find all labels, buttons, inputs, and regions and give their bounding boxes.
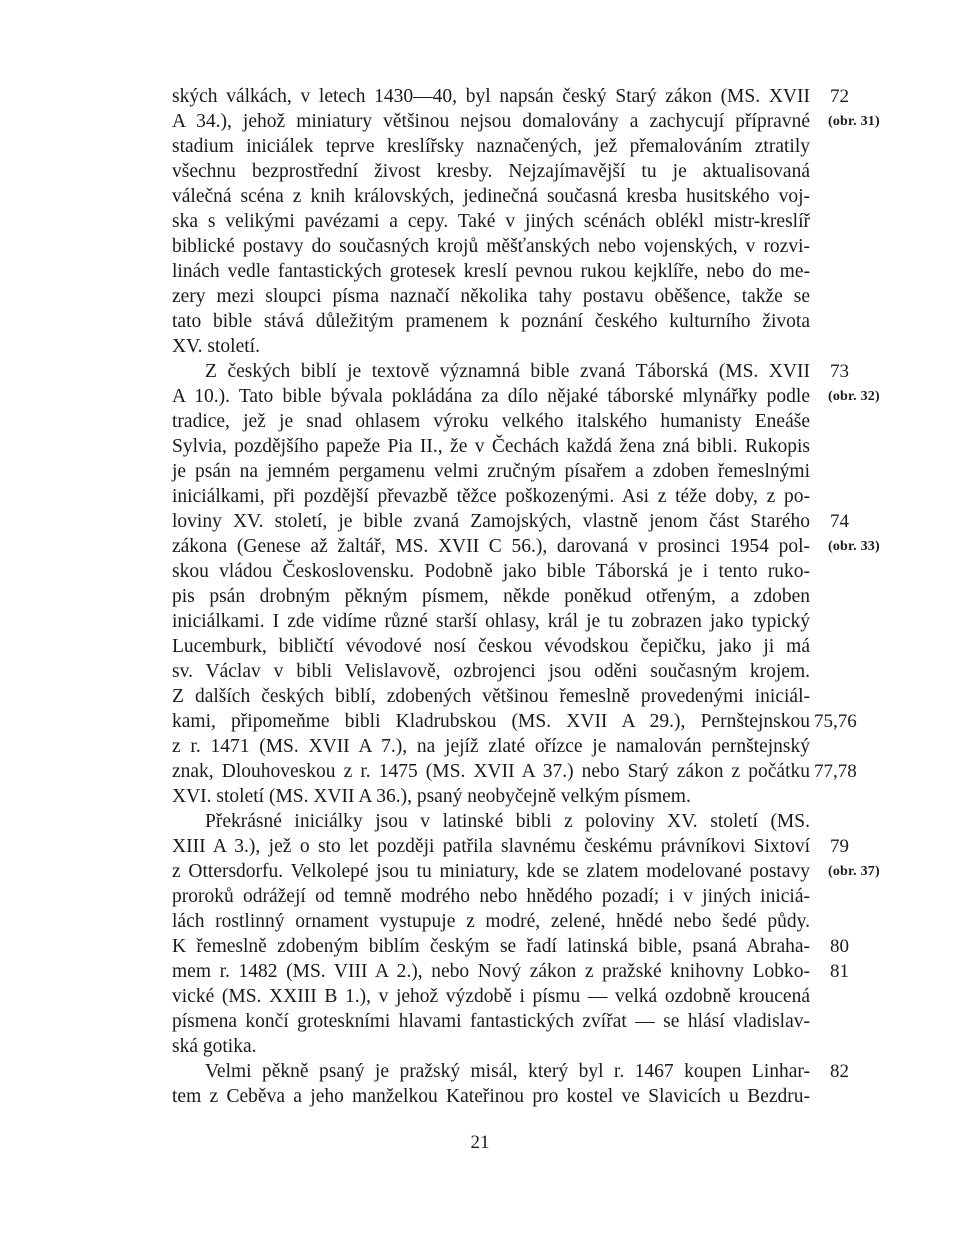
text-line: ských válkách, v letech 1430—40, byl napsán český Starý zákon (MS. XVII (172, 86, 810, 107)
text-line: stadium iniciálek teprve kreslířsky naznačených, jež přemalováním ztratily (172, 136, 810, 157)
margin-figure-number: 79 (830, 836, 849, 857)
margin-figure-number: 80 (830, 936, 849, 957)
text-line: linách vedle fantastických grotesek kreslí pevnou rukou kejklíře, nebo do me- (172, 261, 810, 282)
margin-figure-number: 72 (830, 86, 849, 107)
text-line: biblické postavy do současných krojů měšťanských nebo vojenských, v rozvi- (172, 236, 810, 257)
text-line: tem z Ceběva a jeho manželkou Kateřinou pro kostel ve Slavicích u Bezdru- (172, 1086, 810, 1107)
text-line: lách rostlinný ornament vystupuje z modré, zelené, hnědé nebo šedé půdy. (172, 911, 810, 932)
margin-figure-ref: (obr. 32) (828, 389, 880, 404)
text-line: znak, Dlouhoveskou z r. 1475 (MS. XVII A 37.) nebo Starý zákon z počátku (172, 761, 810, 782)
text-line: válečná scéna z knih královských, jedinečná současná kresba husitského voj- (172, 186, 810, 207)
text-line: zákona (Genese až žaltář, MS. XVII C 56.), darovaná v prosinci 1954 pol- (172, 536, 810, 557)
text-line: z r. 1471 (MS. XVII A 7.), na jejíž zlaté ořízce je namalován pernštejnský (172, 736, 810, 757)
text-line: je psán na jemném pergamenu velmi zručným písařem a zdoben řemeslnými (172, 461, 810, 482)
margin-figure-number: 82 (830, 1061, 849, 1082)
text-line: Překrásné iniciálky jsou v latinské bibli z poloviny XV. století (MS. (205, 811, 810, 832)
text-line: všechnu bezprostřední živost kresby. Nejzajímavější tu je aktualisovaná (172, 161, 810, 182)
margin-figure-number: 73 (830, 361, 849, 382)
text-line: písmena končí groteskními hlavami fantastických zvířat — se hlásí vladislav- (172, 1011, 810, 1032)
text-line: Z českých biblí je textově významná bible zvaná Táborská (MS. XVII (205, 361, 810, 382)
text-line: zery mezi sloupci písma naznačí několika tahy postavu oběšence, takže se (172, 286, 810, 307)
text-line: sv. Václav v bibli Velislavově, ozbrojenci jsou oděni současným krojem. (172, 661, 810, 682)
margin-figure-ref: (obr. 31) (828, 114, 880, 129)
margin-figure-number: 74 (830, 511, 849, 532)
text-line: XVI. století (MS. XVII A 36.), psaný neobyčejně velkým písmem. (172, 786, 691, 807)
margin-figure-number: 81 (830, 961, 849, 982)
text-line: Sylvia, pozdějšího papeže Pia II., že v Čechách každá žena zná bibli. Rukopis (172, 436, 810, 457)
text-line: mem r. 1482 (MS. VIII A 2.), nebo Nový zákon z pražské knihovny Lobko- (172, 961, 810, 982)
text-line: z Ottersdorfu. Velkolepé jsou tu miniatury, kde se zlatem modelované postavy (172, 861, 810, 882)
text-line: skou vládou Československu. Podobně jako bible Táborská je i tento ruko- (172, 561, 810, 582)
text-line: XIII A 3.), jež o sto let později patřila slavnému českému právníkovi Sixtoví (172, 836, 810, 857)
text-line: iniciálkami, při pozdější převazbě těžce poškozenými. Asi z téže doby, z po- (172, 486, 810, 507)
margin-figure-ref: (obr. 37) (828, 864, 880, 879)
text-line: proroků odrážejí od temně modrého nebo hnědého pozadí; i v jiných iniciá- (172, 886, 810, 907)
text-line: iniciálkami. I zde vidíme různé starší ohlasy, král je tu zobrazen jako typický (172, 611, 810, 632)
margin-figure-number: 75,76 (814, 711, 857, 732)
text-line: ska s velikými pavézami a cepy. Také v jiných scénách oblékl mistr-kreslíř (172, 211, 810, 232)
page-number: 21 (470, 1132, 490, 1153)
text-line: Z dalších českých biblí, zdobených většinou řemeslně provedenými iniciál- (172, 686, 810, 707)
text-line: tato bible stává důležitým pramenem k poznání českého kulturního života (172, 311, 810, 332)
text-line: A 34.), jehož miniatury většinou nejsou domalovány a zachycují přípravné (172, 111, 810, 132)
text-line: pis psán drobným pěkným písmem, někde poněkud otřeným, a zdoben (172, 586, 810, 607)
text-line: Velmi pěkně psaný je pražský misál, který byl r. 1467 koupen Linhar- (205, 1061, 810, 1082)
margin-figure-ref: (obr. 33) (828, 539, 880, 554)
text-line: A 10.). Tato bible bývala pokládána za dílo nějaké táborské mlynářky podle (172, 386, 810, 407)
text-line: kami, připomeňme bibli Kladrubskou (MS. XVII A 29.), Pernštejnskou (172, 711, 810, 732)
text-line: XV. století. (172, 336, 260, 357)
margin-figure-number: 77,78 (814, 761, 857, 782)
text-line: tradice, jež je snad ohlasem výroku velkého italského humanisty Eneáše (172, 411, 810, 432)
text-line: vické (MS. XXIII B 1.), v jehož výzdobě i písmu — velká ozdobně kroucená (172, 986, 810, 1007)
text-line: Lucemburk, bibličtí vévodové nosí českou vévodskou čepičku, jako ji má (172, 636, 810, 657)
text-line: ská gotika. (172, 1036, 257, 1057)
text-line: K řemeslně zdobeným biblím českým se řadí latinská bible, psaná Abraha- (172, 936, 810, 957)
text-line: loviny XV. století, je bible zvaná Zamojských, vlastně jenom část Starého (172, 511, 810, 532)
